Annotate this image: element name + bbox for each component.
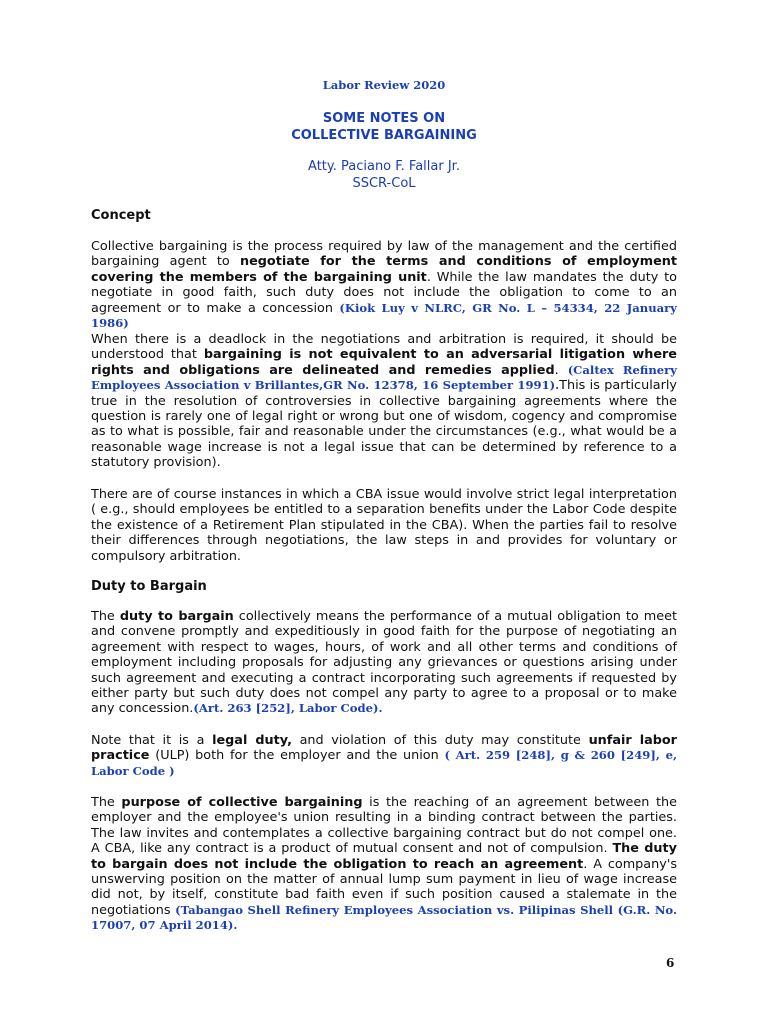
author-name: Atty. Paciano F. Fallar Jr.	[308, 159, 460, 174]
duty-paragraph-2	[91, 733, 677, 779]
concept-paragraph-2	[91, 332, 677, 471]
bold-text: The duty to bargain does not include the obligation to reach an agreement	[91, 841, 677, 872]
section-heading-concept: Concept	[91, 208, 151, 223]
text: and violation of this duty may constitute	[291, 733, 589, 748]
bold-text: legal duty,	[212, 733, 292, 748]
case-citation: (Tabangao Shell Refinery Employees Association vs. Pilipinas Shell (G.R. No. 17007, 07 April 2014).	[91, 902, 677, 933]
text: . A company's unswerving position on the matter of annual lump sum payment in lieu of wage increase did not, by itself, constitute bad faith even if such position caused a stalemate in the negotiations	[91, 856, 678, 918]
bold-text: bargaining is not equivalent to an adversarial litigation where rights and obligations are delineated and remedies applied	[91, 347, 677, 378]
bold-text: negotiate for the terms and conditions of employment covering the members of the bargaining unit	[91, 254, 677, 285]
text: is the reaching of an agreement between the employer and the employee's union resulting in a binding contract between the parties. The law invites and contemplates a collective bargaining contract but do not compel one. A CBA, like any contract is a product of mutual consent and not of compulsion.	[91, 795, 677, 857]
text: This is particularly true in the resolution of controversies in collective bargaining agreements where the question is rarely one of legal right or wrong but one of wisdom, cogency and compromise as to what is possible, fair and reasonable under the circumstances (e.g., what would be a reasonable wage increase is not a legal issue that can be determined by reference to a statutory provision).	[91, 378, 677, 471]
text: collectively means the performance of a mutual obligation to meet and convene promptly and expeditiously in good faith for the purpose of negotiating an agreement with respect to wages, hours, of work and all other terms and conditions of employment including proposals for adjusting any grievances or questions arising under such agreement and executing a contract incorporating such agreements if requested by either party but such duty does not compel any party to agree to a proposal or to make any concession.	[91, 609, 677, 717]
text: Note that it is a	[91, 733, 213, 748]
text: Collective bargaining is the process required by law of the management and the certified bargaining agent to	[91, 239, 677, 270]
bold-text: duty to bargain	[119, 609, 234, 624]
concept-paragraph-1	[91, 239, 677, 331]
bold-text: unfair labor practice	[91, 733, 677, 764]
text: The	[91, 795, 122, 810]
duty-paragraph-3	[91, 795, 677, 934]
concept-paragraph-3: There are of course instances in which a CBA issue would involve strict legal interpretation ( e.g., should employees be entitled to a separation benefits under the Labor Code despite the existence of a Retirement Plan stipulated in the CBA). When the parties fail to resolve their differences through negotiations, the law steps in and provides for voluntary or compulsory arbitration.	[91, 487, 677, 564]
case-citation: (Kiok Luy v NLRC, GR No. L – 54334, 22 January 1986)	[91, 300, 677, 331]
statute-citation: ( Art. 259 [248], g & 260 [249], e, Labor Code )	[91, 748, 677, 778]
author-affiliation: SSCR-CoL	[352, 176, 416, 191]
text: . While the law mandates the duty to negotiate in good faith, such duty does not include the obligation to come to an agreement or to make a concession	[91, 269, 677, 316]
page-number: 6	[666, 956, 675, 970]
statute-citation: (Art. 263 [252], Labor Code).	[193, 701, 383, 716]
bold-text: purpose of collective bargaining	[121, 795, 363, 810]
text: (ULP) both for the employer and the union	[149, 748, 445, 764]
section-heading-duty: Duty to Bargain	[91, 579, 207, 594]
title-line-1: SOME NOTES ON	[322, 111, 446, 126]
title-line-2: COLLECTIVE BARGAINING	[291, 128, 477, 143]
text: .	[554, 362, 568, 378]
case-citation: (Caltex Refinery Employees Association v Brillantes,GR No. 12378, 16 September 1991).	[91, 362, 677, 393]
text: When there is a deadlock in the negotiations and arbitration is required, it should be understood that	[91, 332, 677, 363]
duty-paragraph-1	[91, 609, 677, 717]
course-label: Labor Review 2020	[322, 78, 446, 92]
text: The	[91, 609, 120, 624]
